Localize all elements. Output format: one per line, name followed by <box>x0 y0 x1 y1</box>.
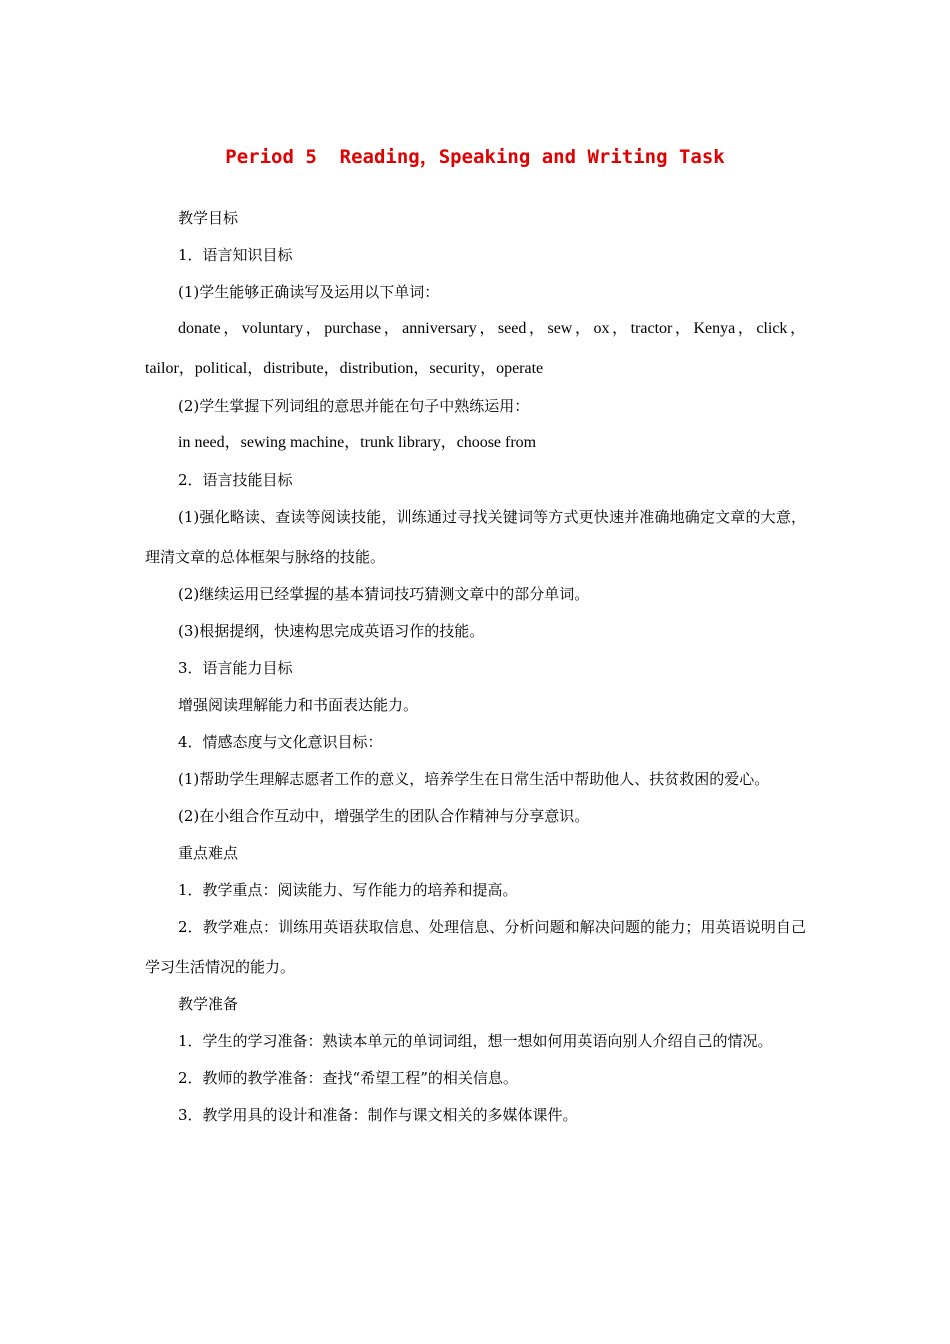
paragraph-key-point: 1．教学重点：阅读能力、写作能力的培养和提高。 <box>178 881 518 899</box>
document-body <box>145 208 806 1142</box>
paragraph-ability: 增强阅读理解能力和书面表达能力。 <box>178 696 419 714</box>
subheading-language-skills: 2．语言技能目标 <box>178 471 293 489</box>
subheading-language-knowledge: 1．语言知识目标 <box>178 246 293 264</box>
paragraph-vocabulary-list: donate，voluntary，purchase，anniversary，seed，sew，ox，tractor，Kenya，click，tailor，political，distribute，distribution，security，operate <box>145 320 806 377</box>
paragraph-words-intro: (1)学生能够正确读写及运用以下单词： <box>178 283 440 301</box>
paragraph-emotion-2: (2)在小组合作互动中，增强学生的团队合作精神与分享意识。 <box>178 807 590 825</box>
paragraph-phrases-intro: (2)学生掌握下列词组的意思并能在句子中熟练运用： <box>178 397 530 415</box>
paragraph-skill-2: (2)继续运用已经掌握的基本猜词技巧猜测文章中的部分单词。 <box>178 585 590 603</box>
section-heading-objectives: 教学目标 <box>178 209 239 227</box>
section-heading-key-points: 重点难点 <box>178 844 239 862</box>
paragraph-difficult-point: 2．教学难点：训练用英语获取信息、处理信息、分析问题和解决问题的能力；用英语说明自己学习生活情况的能力。 <box>145 918 806 976</box>
paragraph-student-prep: 1．学生的学习准备：熟读本单元的单词词组，想一想如何用英语向别人介绍自己的情况。 <box>178 1032 773 1050</box>
paragraph-skill-3: (3)根据提纲，快速构思完成英语习作的技能。 <box>178 622 485 640</box>
subheading-language-ability: 3．语言能力目标 <box>178 659 293 677</box>
paragraph-emotion-1: (1)帮助学生理解志愿者工作的意义，培养学生在日常生活中帮助他人、扶贫救困的爱心。 <box>178 770 770 788</box>
section-heading-preparation: 教学准备 <box>178 995 239 1013</box>
paragraph-skill-1: (1)强化略读、查读等阅读技能，训练通过寻找关键词等方式更快速并准确地确定文章的大意，理清文章的总体框架与脉络的技能。 <box>145 508 806 566</box>
page-title: Period 5 Reading，Speaking and Writing Task <box>225 146 725 168</box>
paragraph-teacher-prep: 2．教师的教学准备：查找“希望工程”的相关信息。 <box>178 1069 518 1087</box>
paragraph-tools-prep: 3．教学用具的设计和准备：制作与课文相关的多媒体课件。 <box>178 1106 578 1124</box>
paragraph-phrase-list: in need，sewing machine，trunk library，choose from <box>178 434 537 451</box>
subheading-emotion-culture: 4．情感态度与文化意识目标： <box>178 733 383 751</box>
